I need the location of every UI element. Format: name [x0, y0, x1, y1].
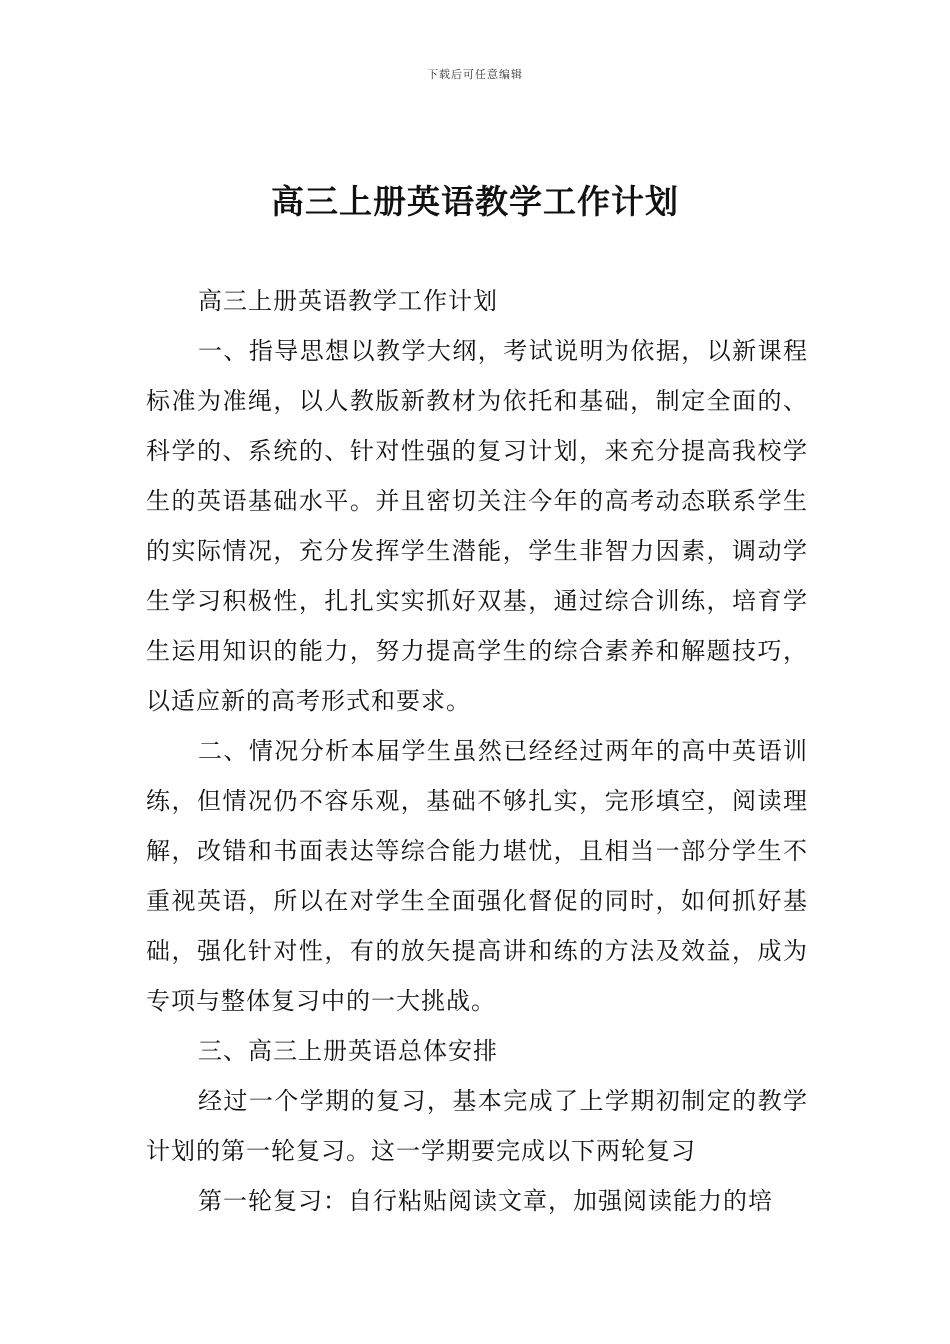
document-title: 高三上册英语教学工作计划 — [271, 182, 679, 221]
paragraph-situation-analysis: 二、情况分析本届学生虽然已经经过两年的高中英语训练，但情况仍不容乐观，基础不够扎实，完形填空，阅读理解，改错和书面表达等综合能力堪忧，且相当一部分学生不重视英语，所以在对学生全面强化督促的同时，如何抓好基础，强化针对性，有的放矢提高讲和练的方法及效益，成为专项与整体复习中的一大挑战。 — [146, 737, 808, 1015]
page-header-note: 下载后可任意编辑 — [427, 68, 523, 81]
paragraph-first-round-review: 第一轮复习：自行粘贴阅读文章，加强阅读能力的培 — [198, 1187, 773, 1215]
paragraph-overall-arrangement-heading: 三、高三上册英语总体安排 — [198, 1037, 498, 1065]
paragraph-guiding-ideology: 一、指导思想以教学大纲，考试说明为依据，以新课程标准为准绳，以人教版新教材为依托和基础，制定全面的、科学的、系统的、针对性强的复习计划，来充分提高我校学生的英语基础水平。并且密切关注今年的高考动态联系学生的实际情况，充分发挥学生潜能，学生非智力因素，调动学生学习积极性，扎扎实实抓好双基，通过综合训练，培育学生运用知识的能力，努力提高学生的综合素养和解题技巧，以适应新的高考形式和要求。 — [146, 337, 808, 715]
document-body — [146, 276, 808, 1226]
paragraph-subtitle: 高三上册英语教学工作计划 — [198, 287, 498, 315]
paragraph-review-summary: 经过一个学期的复习，基本完成了上学期初制定的教学计划的第一轮复习。这一学期要完成以下两轮复习 — [146, 1087, 808, 1165]
